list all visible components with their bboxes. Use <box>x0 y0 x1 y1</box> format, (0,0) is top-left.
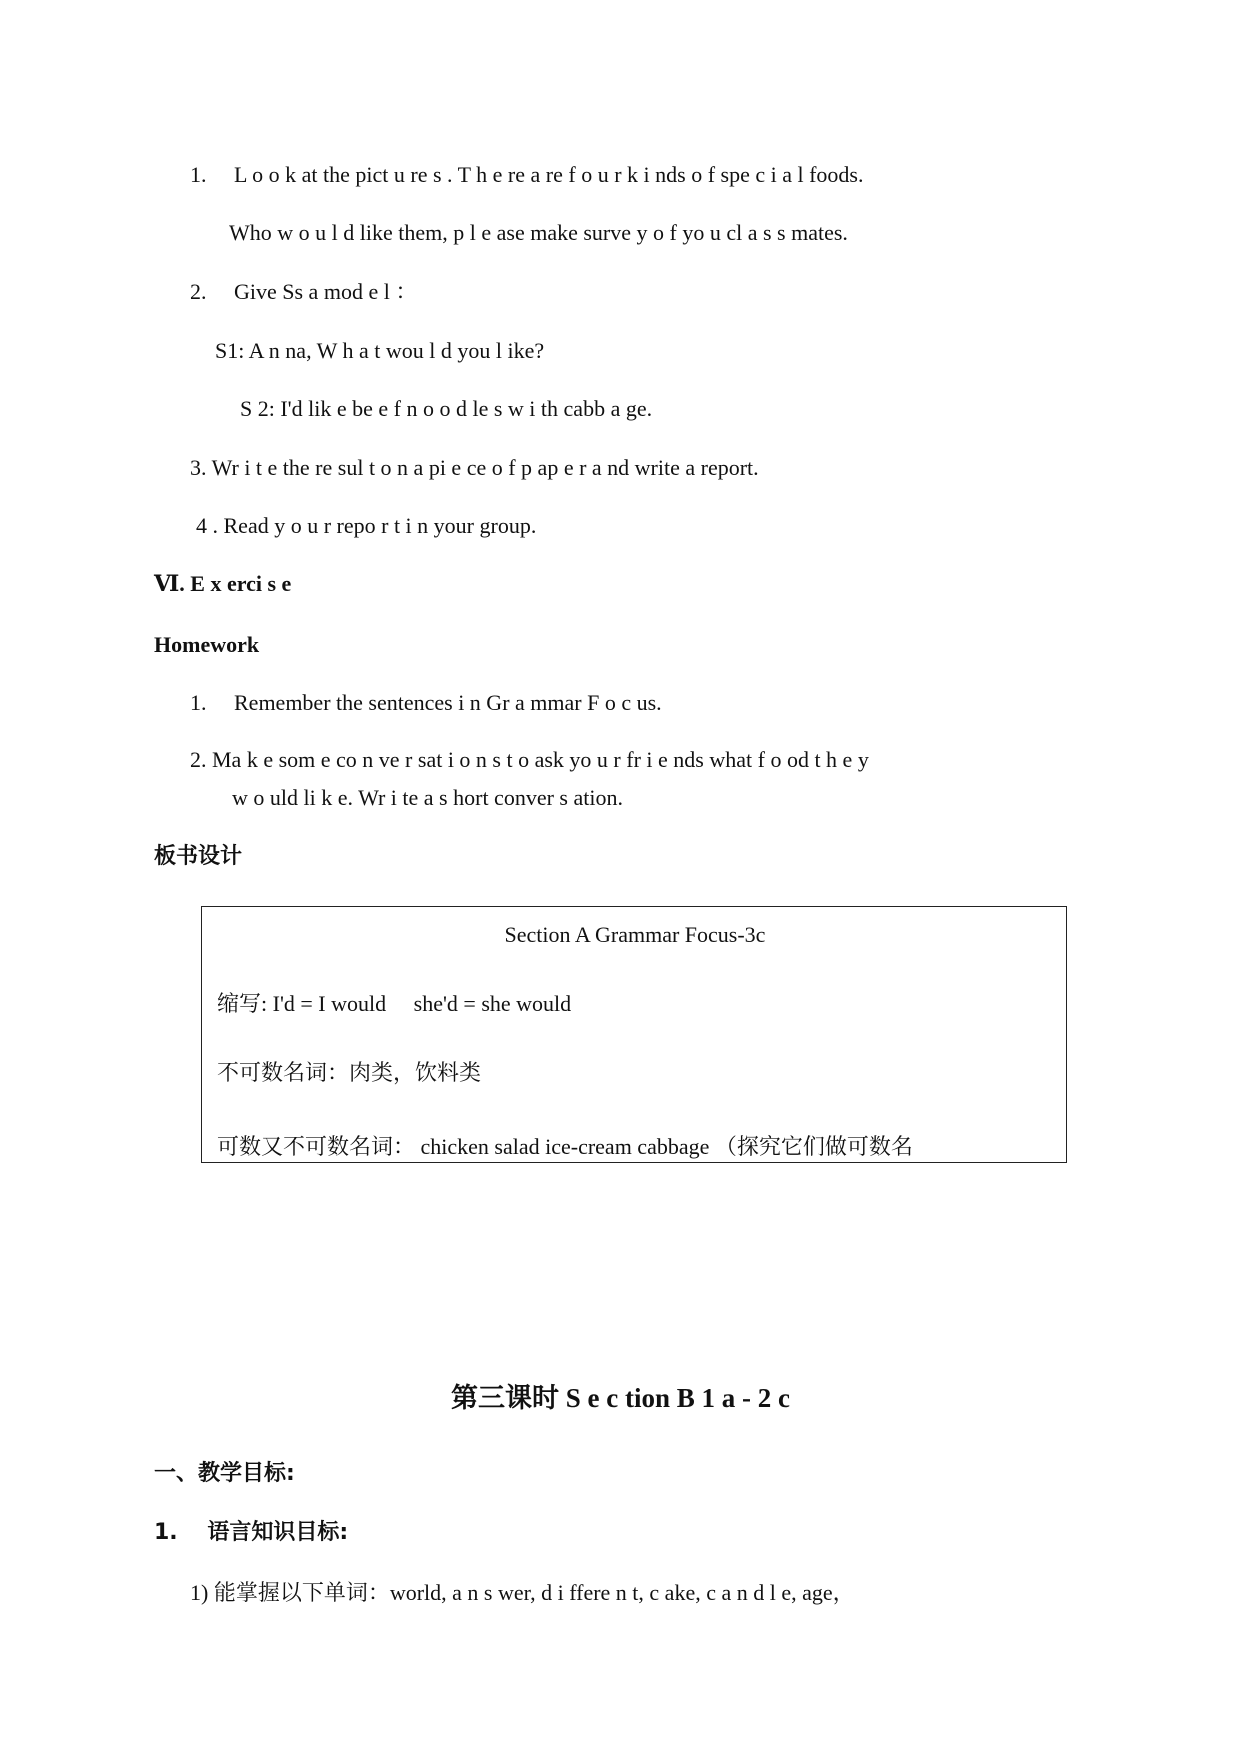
objective-1-item: 1) 能掌握以下单词：world, a n s wer, d i ffere n t, c ake, c a n d l e, age， <box>190 1580 855 1605</box>
board-title: Section A Grammar Focus-3c <box>504 922 766 947</box>
homework-item-2: 2. Ma k e som e co n ve r sat i o n s t o ask yo u r fr i e nds what f o od t h e y <box>190 747 869 772</box>
homework-item-2-cont: w o uld li k e. Wr i te a s hort conver s ation. <box>232 785 623 810</box>
activity-3: 3. Wr i t e the re sul t o n a pi e ce o f p ap e r a nd write a report. <box>190 455 759 480</box>
objectives-heading: 一、教学目标: <box>154 1461 295 1486</box>
homework-heading: Homework <box>154 632 260 657</box>
homework-item-1: 1. Remember the sentences i n Gr a mmar F o c us. <box>190 690 662 715</box>
objective-1-heading: 1. 语言知识目标: <box>154 1520 349 1545</box>
board-design-box <box>201 906 1067 1163</box>
activity-1-cont: Who w o u l d like them, p l e ase make surve y o f yo u cl a s s mates. <box>229 220 848 245</box>
board-line-abbreviation: 缩写: I'd = I would she'd = she would <box>217 991 572 1016</box>
board-heading: 板书设计 <box>154 844 243 869</box>
dialogue-s1: S1: A n na, W h a t wou l d you l ike? <box>215 338 545 363</box>
activity-4: 4 . Read y o u r repo r t i n your group. <box>196 513 537 538</box>
lesson-title: 第三课时 S e c tion B 1 a - 2 c <box>451 1383 790 1413</box>
board-line-uncountable: 不可数名词：肉类，饮料类 <box>217 1061 482 1086</box>
dialogue-s2: S 2: I'd lik e be e f n o o d le s w i th cabb a ge. <box>240 396 653 421</box>
exercise-heading: Ⅵ. E x erci s e <box>154 571 292 596</box>
activity-1: 1. L o o k at the pict u re s . T h e re a re f o u r k i nds o f spe c i a l foods. <box>190 162 864 187</box>
activity-2: 2. Give Ss a mod e l ： <box>190 279 418 304</box>
board-line-both: 可数又不可数名词： chicken salad ice-cream cabbage （探究它们做可数名 <box>217 1134 913 1159</box>
